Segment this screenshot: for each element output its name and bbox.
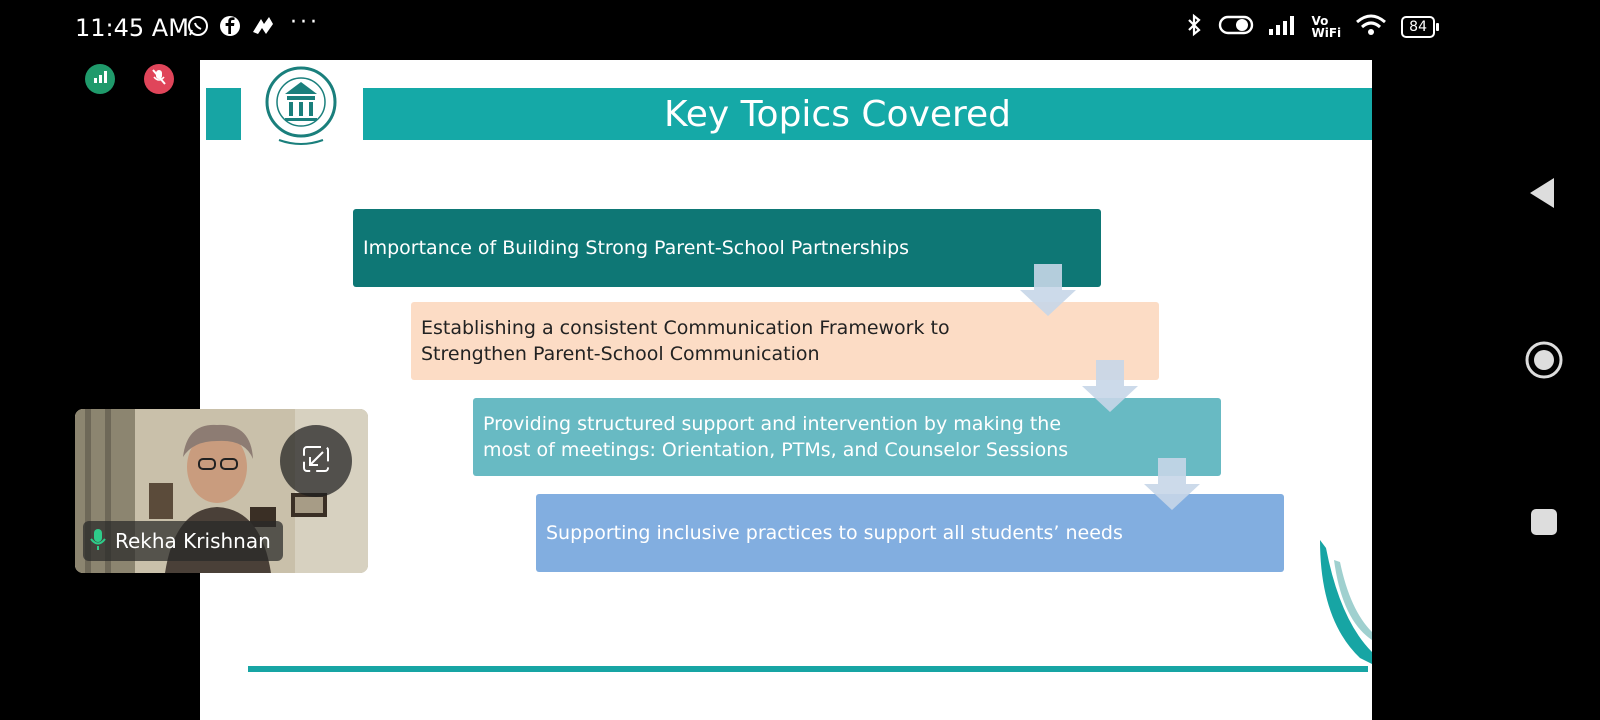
topic-text-3: Providing structured support and intervention by making the most of meetings: Orientation, PTMs, and Counselor Sessions xyxy=(483,413,1069,461)
home-circle-icon xyxy=(1524,365,1564,384)
recents-square-icon xyxy=(1530,521,1558,540)
whatsapp-icon xyxy=(186,14,210,44)
slide-bottom-line xyxy=(248,666,1368,672)
connection-quality-button[interactable] xyxy=(85,64,115,94)
vowifi-label xyxy=(1312,15,1342,39)
slide-title: Key Topics Covered xyxy=(663,93,1012,135)
facebook-icon xyxy=(218,14,242,44)
presentation-slide xyxy=(200,60,1372,720)
down-arrow-icon xyxy=(1144,458,1200,510)
topic-text-1: Importance of Building Strong Parent-School Partnerships xyxy=(363,237,910,259)
app-notification-icon xyxy=(250,14,276,44)
expand-video-button[interactable] xyxy=(280,425,352,497)
status-time: 11:45 AM xyxy=(75,14,189,42)
mute-mic-button[interactable] xyxy=(144,64,174,94)
signal-icon xyxy=(1268,14,1298,40)
topic-text-2: Establishing a consistent Communication Framework to Strengthen Parent-School Communication xyxy=(421,317,950,365)
bluetooth-icon xyxy=(1184,13,1204,41)
participant-video-tile[interactable] xyxy=(75,409,368,573)
cbse-logo xyxy=(263,64,339,150)
home-button[interactable] xyxy=(1524,340,1564,384)
toggle-icon xyxy=(1218,14,1254,40)
topic-text-4: Supporting inclusive practices to support all students’ needs xyxy=(546,522,1123,544)
more-notifications-icon: ··· xyxy=(290,10,320,35)
topic-box-1 xyxy=(353,209,1101,287)
participant-name: Rekha Krishnan xyxy=(115,529,271,553)
slide-left-accent xyxy=(206,88,241,140)
vowifi-bottom: WiFi xyxy=(1311,26,1342,40)
battery-indicator: 84 xyxy=(1401,16,1435,38)
signal-bars-icon xyxy=(92,69,108,89)
down-arrow-icon xyxy=(1020,264,1076,316)
back-button[interactable] xyxy=(1528,176,1556,214)
minimize-arrow-icon xyxy=(301,444,331,478)
down-arrow-icon xyxy=(1082,360,1138,412)
title-bar xyxy=(363,88,1372,140)
wifi-icon xyxy=(1355,13,1387,41)
back-triangle-icon xyxy=(1528,195,1556,214)
decorative-swoosh xyxy=(1312,540,1372,680)
navigation-bar xyxy=(1500,0,1600,720)
recents-button[interactable] xyxy=(1530,508,1558,540)
mic-active-icon xyxy=(89,527,107,556)
participant-name-chip xyxy=(83,521,283,561)
vowifi-top: Vo xyxy=(1311,14,1329,28)
mic-off-icon xyxy=(151,68,167,90)
status-right-icons xyxy=(1184,13,1436,41)
